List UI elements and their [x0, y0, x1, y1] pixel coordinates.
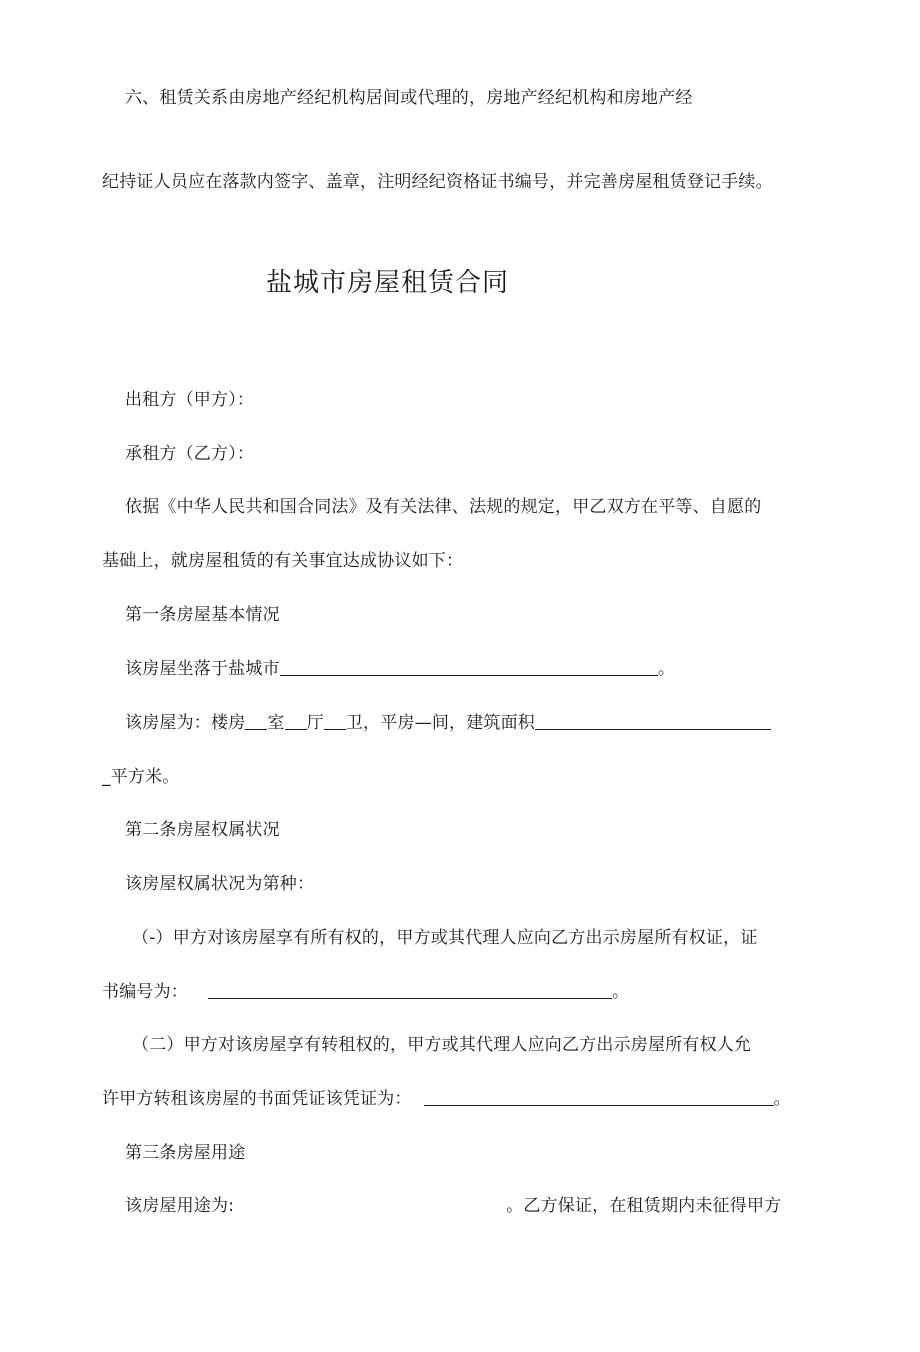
lessor-label: 出租方（甲方）： [125, 390, 255, 410]
house-line [125, 711, 771, 735]
ownership-2-line-2 [102, 1087, 791, 1111]
article-1-title: 第一条房屋基本情况 [125, 605, 280, 625]
usage-suffix: 。乙方保证，在租赁期内未征得甲方 [506, 1196, 782, 1216]
house-hall: 厅 [306, 713, 324, 733]
ownership-1-line-2 [102, 980, 629, 1004]
paragraph-six-line-1: 六、租赁关系由房地产经纪机构居间或代理的，房地产经纪机构和房地产经 [125, 88, 693, 108]
sublease-suffix: 。 [773, 1089, 791, 1109]
certificate-number-blank [208, 980, 612, 999]
article-2-title: 第二条房屋权属状况 [125, 820, 280, 840]
ownership-intro: 该房屋权属状况为第种： [125, 874, 315, 894]
location-blank [280, 657, 658, 676]
location-prefix: 该房屋坐落于盐城市 [125, 659, 280, 679]
house-bath: 卫，平房— [345, 713, 432, 733]
room-count-blank [245, 711, 267, 730]
certificate-suffix: 。 [612, 982, 630, 1002]
house-prefix: 该房屋为：楼房 [125, 713, 246, 733]
usage-line [125, 1194, 781, 1218]
article-3-title: 第三条房屋用途 [125, 1143, 246, 1163]
area-blank [535, 711, 771, 730]
house-room: 室 [267, 713, 285, 733]
sublease-prefix: 许甲方转租该房屋的书面凭证该凭证为： [102, 1089, 412, 1109]
area-suffix: _平方米。 [102, 767, 180, 787]
bath-count-blank [324, 711, 346, 730]
basis-line-2: 基础上，就房屋租赁的有关事宜达成协议如下： [102, 551, 464, 571]
ownership-2-line-1: （二）甲方对该房屋享有转租权的，甲方或其代理人应向乙方出示房屋所有权人允 [132, 1035, 752, 1055]
lessee-label: 承租方（乙方）： [125, 444, 255, 464]
location-suffix: 。 [657, 659, 676, 679]
basis-line-1: 依据《中华人民共和国合同法》及有关法律、法规的规定，甲乙双方在平等、自愿的 [125, 497, 762, 517]
location-line [125, 657, 675, 681]
sublease-certificate-blank [424, 1087, 774, 1106]
ownership-1-line-1: （-）甲方对该房屋享有所有权的，甲方或其代理人应向乙方出示房屋所有权证，证 [132, 928, 758, 948]
hall-count-blank [285, 711, 307, 730]
document-title: 盐城市房屋租赁合同 [266, 268, 510, 298]
usage-prefix: 该房屋用途为: [125, 1196, 235, 1216]
house-area: 间，建筑面积 [431, 713, 536, 733]
paragraph-six-line-2: 纪持证人员应在落款内签字、盖章，注明经纪资格证书编号，并完善房屋租赁登记手续。 [102, 172, 773, 192]
certificate-prefix: 书编号为： [102, 982, 188, 1002]
